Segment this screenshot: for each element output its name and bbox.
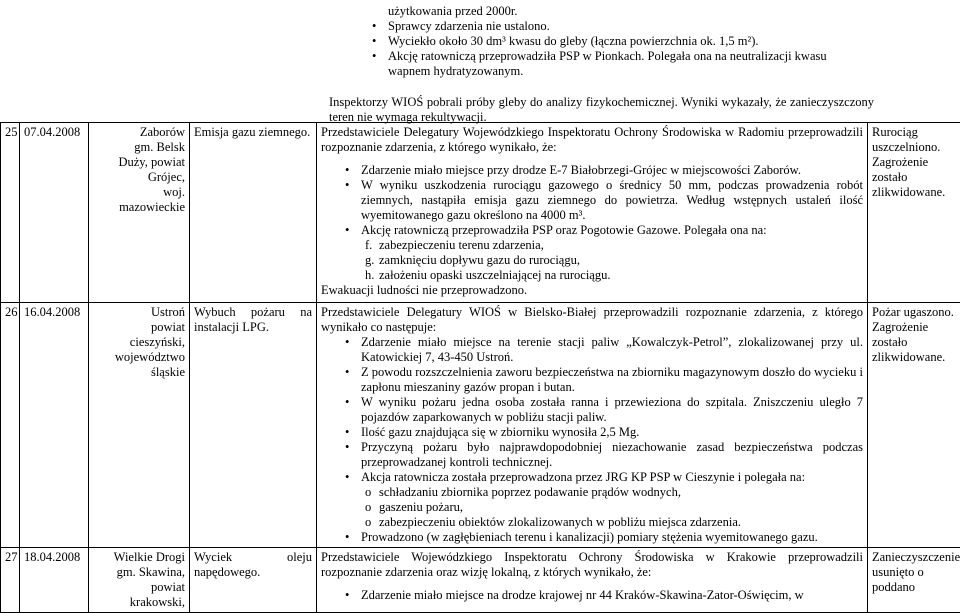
description-bullet: • Z powodu rozszczelnienia zaworu bezpieczeństwa na zbiorniku magazynowym doszło do wycieku i zapłonu mieszaniny gazów propan i butan. [321, 365, 863, 395]
description-circle-item: o zabezpieczeniu obiektów zlokalizowanych w pobliżu miejsca zdarzenia. [321, 515, 863, 530]
row-result: Zanieczyszczenie usunięto o poddano [868, 548, 960, 613]
row-event: Wybuch pożaru na instalacji LPG. [190, 303, 317, 548]
description-outro: Ewakuacji ludności nie przeprowadzono. [321, 283, 863, 298]
row-number: 25 [1, 123, 20, 303]
location-line: cieszyński, [93, 335, 185, 350]
location-line: woj. [93, 185, 185, 200]
row-event: Wyciek oleju napędowego. [190, 548, 317, 613]
row-location [89, 123, 190, 303]
description-bullet: • Akcja ratownicza została przeprowadzona przez JRG KP PSP w Cieszynie i polegała na: [321, 470, 863, 485]
row-result: Pożar ugaszono. Zagrożenie zostało zlikwidowane. [868, 303, 960, 548]
row-date: 18.04.2008 [20, 548, 89, 613]
description-bullet: • W wyniku pożaru jedna osoba została ranna i przewieziona do szpitala. Zniszczeniu uległo 7 pojazdów zaparkowanych w pobliżu stacji paliw. [321, 395, 863, 425]
row-event: Emisja gazu ziemnego. [190, 123, 317, 303]
description-bullet: • Zdarzenie miało miejsce na terenie stacji paliw „Kowalczyk-Petrol”, zlokalizowanej przy ul. Katowickiej 7, 43-450 Ustroń. [321, 335, 863, 365]
location-line: powiat [93, 580, 185, 595]
location-line: powiat [93, 320, 185, 335]
location-line: śląskie [93, 365, 185, 380]
row-number: 26 [1, 303, 20, 548]
row-date: 16.04.2008 [20, 303, 89, 548]
location-line: krakowski, [93, 595, 185, 610]
table-row [1, 303, 960, 548]
location-line: gm. Skawina, [93, 565, 185, 580]
description-bullet: • Zdarzenie miało miejsce przy drodze E-7 Białobrzegi-Grójec w miejscowości Zaborów. [321, 163, 863, 178]
location-line: gm. Belsk [93, 140, 185, 155]
bullet-line: • Sprawcy zdarzenia nie ustalono. [370, 19, 870, 34]
subitem-text: zabezpieczeniu terenu zdarzenia, [379, 238, 544, 252]
inspection-note: Inspektorzy WIOŚ pobrali próby gleby do analizy fizykochemicznej. Wyniki wykazały, że zanieczyszczony teren nie wymaga rekultywacji. [329, 95, 874, 125]
incident-table [0, 122, 960, 613]
row-date: 07.04.2008 [20, 123, 89, 303]
location-line: Zaborów [93, 125, 185, 140]
subitem-letter: f. [365, 238, 372, 253]
subitem-text: założeniu opaski uszczelniającej na rurociągu. [379, 268, 610, 282]
location-line: Duży, powiat [93, 155, 185, 170]
description-circle-item: o gaszeniu pożaru, [321, 500, 863, 515]
row-description [317, 123, 868, 303]
description-bullet: • Akcję ratowniczą przeprowadziła PSP oraz Pogotowie Gazowe. Polegała ona na: [321, 223, 863, 238]
row-location [89, 303, 190, 548]
row-number: 27 [1, 548, 20, 613]
row-description [317, 303, 868, 548]
description-intro: Przedstawiciele Delegatury Wojewódzkiego Inspektoratu Ochrony Środowiska w Radomiu przeprowadzili rozpoznanie zdarzenia, z którego wynikało, że: [321, 125, 863, 155]
description-circle-item: o schładzaniu zbiornika poprzez podawanie prądów wodnych, [321, 485, 863, 500]
subitem-letter: g. [365, 253, 374, 268]
subitem-text: zamknięciu dopływu gazu do rurociągu, [379, 253, 580, 267]
description-bullet: • Ilość gazu znajdująca się w zbiorniku wynosiła 2,5 Mg. [321, 425, 863, 440]
description-intro: Przedstawiciele Delegatury WIOŚ w Bielsko-Białej przeprowadzili rozpoznanie zdarzenia, z którego wynikało co następuje: [321, 305, 863, 335]
description-bullet: • Zdarzenie miało miejsce na drodze krajowej nr 44 Kraków-Skawina-Zator-Oświęcim, w [321, 588, 863, 603]
description-intro: Przedstawiciele Wojewódzkiego Inspektoratu Ochrony Środowiska w Krakowie przeprowadzili rozpoznanie zdarzenia oraz wizję lokalną, z których wynikało, że: [321, 550, 863, 580]
bullet-line: • Akcję ratowniczą przeprowadziła PSP w Pionkach. Polegała ona na neutralizacji kwasu [370, 49, 870, 64]
text-line: wapnem hydratyzowanym. [370, 64, 870, 79]
bullet-line: • Wyciekło około 30 dm³ kwasu do gleby (łączna powierzchnia ok. 1,5 m²). [370, 34, 870, 49]
description-bullet: • W wyniku uszkodzenia rurociągu gazowego o średnicy 50 mm, podczas prowadzenia robót ziemnych, nastąpiła emisja gazu ziemnego do powietrza. Według wstępnych ustaleń ilość wyemitowanego gazu określono na 4000 m³. [321, 178, 863, 223]
location-line: Wielkie Drogi [93, 550, 185, 565]
location-line: Grójec, [93, 170, 185, 185]
text-line: użytkowania przed 2000r. [370, 4, 870, 19]
location-line: mazowieckie [93, 200, 185, 215]
previous-row-continuation [370, 4, 870, 79]
subitem-letter: h. [365, 268, 374, 283]
description-bullet: • Prowadzono (w zagłębieniach terenu i kanalizacji) pomiary stężenia wyemitowanego gazu. [321, 530, 863, 545]
description-bullet: • Przyczyną pożaru było najprawdopodobniej niezachowanie zasad bezpieczeństwa podczas przeprowadzanej kontroli technicznej. [321, 440, 863, 470]
location-line: Ustroń [93, 305, 185, 320]
description-subitem [321, 238, 863, 253]
table-row [1, 123, 960, 303]
description-subitem [321, 253, 863, 268]
location-line: województwo [93, 350, 185, 365]
description-subitem [321, 268, 863, 283]
row-result: Rurociąg uszczelniono. Zagrożenie zostało zlikwidowane. [868, 123, 960, 303]
